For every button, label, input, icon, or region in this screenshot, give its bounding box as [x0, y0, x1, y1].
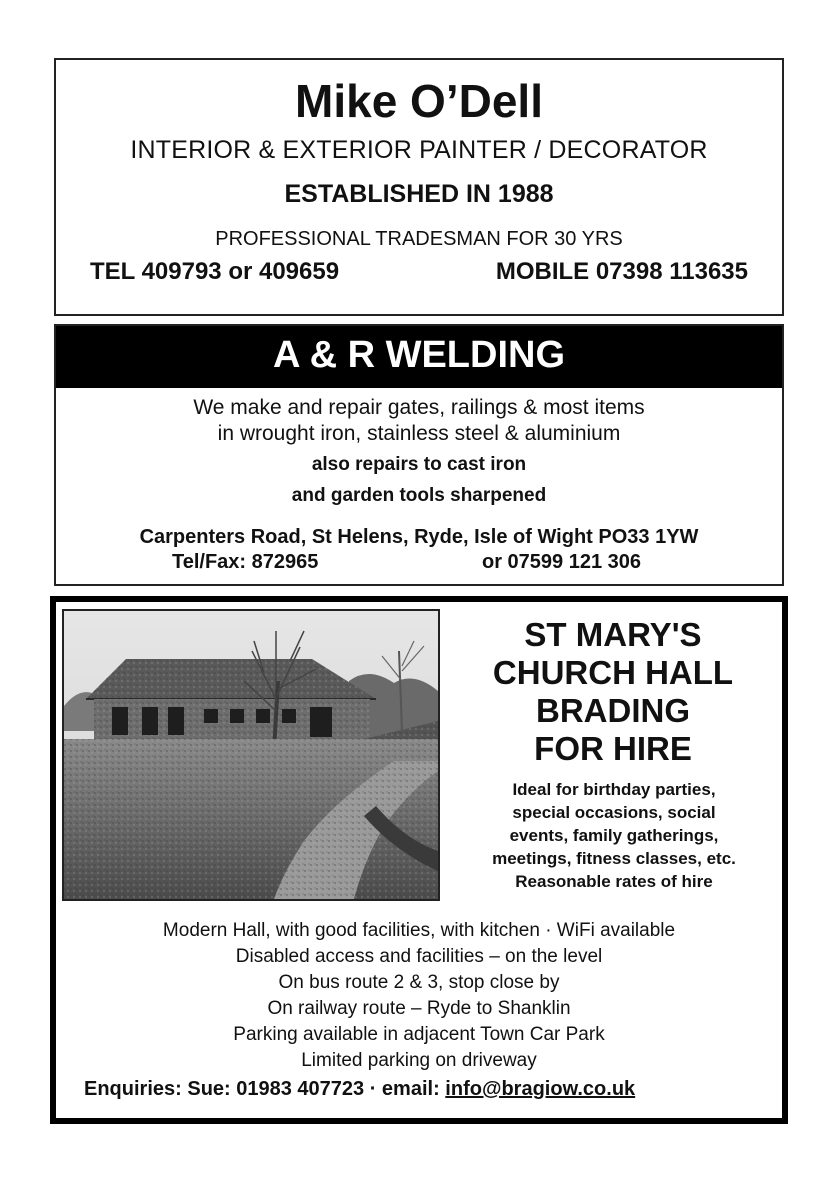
hall-title-line: FOR HIRE — [534, 730, 692, 767]
ad-ar-welding — [54, 324, 784, 586]
ad-title: Mike O’Dell — [295, 75, 543, 127]
ad-mike-odell — [54, 58, 784, 316]
hall-title-line: ST MARY'S — [524, 616, 702, 653]
hall-facilities — [56, 918, 782, 1074]
ad-trade: INTERIOR & EXTERIOR PAINTER / DECORATOR — [130, 136, 708, 164]
ad-line: We make and repair gates, railings & most items — [193, 396, 645, 419]
ad-church-hall — [50, 596, 788, 1124]
hall-desc-line: Reasonable rates of hire — [515, 872, 713, 891]
email-link[interactable]: info@bragiow.co.uk — [445, 1078, 636, 1100]
facility-line: On railway route – Ryde to Shanklin — [267, 998, 571, 1019]
enquiries-text: Enquiries: Sue: 01983 407723 · email: — [84, 1078, 446, 1100]
hall-description — [448, 778, 780, 893]
hall-title-line: BRADING — [536, 692, 690, 729]
ad-telephone: TEL 409793 or 409659 — [90, 258, 340, 285]
hall-desc-line: Ideal for birthday parties, — [512, 780, 716, 799]
ad-mobile: or 07599 121 306 — [482, 551, 642, 573]
facility-line: Parking available in adjacent Town Car Park — [233, 1024, 605, 1045]
ad-established: ESTABLISHED IN 1988 — [284, 180, 554, 208]
hall-title-line: CHURCH HALL — [492, 654, 734, 691]
church-hall-photo — [62, 609, 440, 901]
facility-line: Disabled access and facilities – on the level — [235, 946, 603, 967]
facility-line: On bus route 2 & 3, stop close by — [278, 972, 560, 993]
hall-desc-line: events, family gatherings, — [509, 826, 719, 845]
ad-telfax: Tel/Fax: 872965 — [172, 551, 319, 573]
hall-enquiries — [84, 1078, 635, 1101]
ad-title: A & R WELDING — [272, 334, 565, 376]
ad-professional: PROFESSIONAL TRADESMAN FOR 30 YRS — [215, 228, 623, 250]
hall-title — [448, 616, 778, 768]
hall-desc-line: meetings, fitness classes, etc. — [492, 849, 736, 868]
ad-line: in wrought iron, stainless steel & aluminium — [217, 422, 621, 445]
facility-line: Limited parking on driveway — [301, 1050, 537, 1071]
ad-address: Carpenters Road, St Helens, Ryde, Isle of Wight PO33 1YW — [139, 526, 699, 548]
ad-line: and garden tools sharpened — [291, 485, 547, 506]
hall-desc-line: special occasions, social — [512, 803, 716, 822]
ad-line: also repairs to cast iron — [311, 454, 527, 475]
ad-mobile: MOBILE 07398 113635 — [495, 258, 748, 285]
facility-line: Modern Hall, with good facilities, with kitchen · WiFi available — [162, 920, 676, 941]
